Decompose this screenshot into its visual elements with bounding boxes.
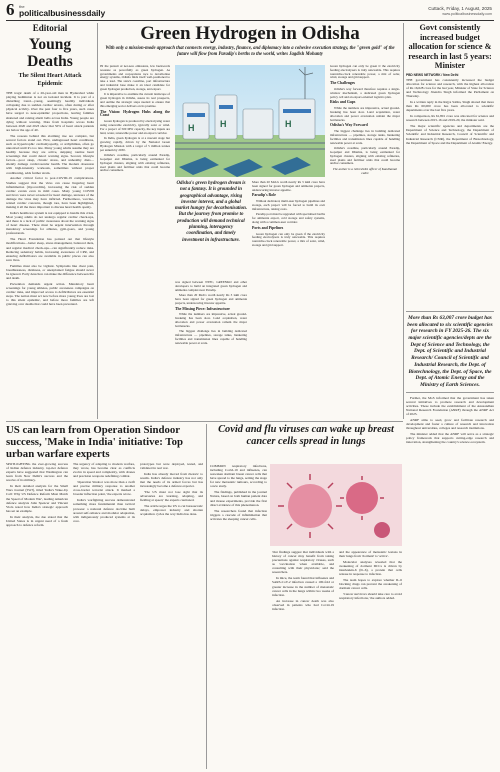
main-paragraph: Without dedicated, multi-user hydrogen pipelines and storage, each project will be forced to build its own infrastructure, raising costs. <box>252 199 325 211</box>
govt-headline: Govt consistently increased budget allocation for science & research in last 5 years: Minister <box>408 23 492 71</box>
main-paragraph: Odisha's coastline, particularly around Paradip, Gopalpur and Dhamra, is being earmarked for hydrogen clusters, aligning with existing refineries, steel plants and fertiliser units that could become anchor consumers. <box>100 153 170 173</box>
govt-dateline: PBD NEWS NETWORK / New Delhi <box>406 72 459 77</box>
covid-paragraph: 'Our findings suggest that individuals with a history of cancer may benefit from taking precautions against respiratory viruses, such as vaccination when available, and consulting with their physicians,' said the researchers. <box>272 550 334 575</box>
hydrogen-plant-image <box>175 65 325 177</box>
main-subhead: Ports and Pipelines <box>252 225 284 230</box>
main-article <box>100 23 400 419</box>
govt-paragraph: THE government has consistently increased the budget allocation for science and research, with the highest allocation of Rs 16,628 crore for the last year, Minister of State for Science and Technology Jitendra Singh informed the Parliament on Thursday. <box>406 77 494 99</box>
main-paragraph: More than 20 MoUs worth nearly Rs 3 lakh crore have been signed for green hydrogen and ammonia projects, underscoring investor appetite. <box>175 293 247 305</box>
covid-col-3 <box>339 550 402 768</box>
us-headline: US can learn from Operation Sindoor success, 'Make in India' initiative: Top urban warfare experts <box>6 424 183 461</box>
govt-sidebar <box>406 23 494 769</box>
main-paragraph: IN the pursuit of net-zero emissions, few buzzwords resonate as powerfully as green hydrogen. As governments and corporations race to decarbonise energy systems, Odisha finds itself well-positioned to take a lead. The state's coastline, port infrastructure and industrial base make it an ideal candidate for green hydrogen production, storage, and export. <box>100 65 170 91</box>
masthead <box>0 0 500 20</box>
main-paragraph: In India, green hydrogen is at a nascent stage but growing rapidly, driven by the National Green Hydrogen Mission with a target of 5 million tonnes per annum by 2030. <box>100 136 170 152</box>
us-paragraph: India has already moved from rhetoric to results. India's defence industry has not only met the needs of its armed forces but has increasingly become a defence exporter. <box>140 471 203 489</box>
svg-text:H: H <box>285 119 292 129</box>
main-subhead: Odisha's Way Forward <box>330 123 368 128</box>
main-paragraph: More than 20 MoUs worth nearly Rs 3 lakh crore have been signed for green hydrogen and ammonia projects, underscoring investor appetite. <box>252 181 325 192</box>
main-col-4 <box>330 65 400 417</box>
covid-paragraph: COMMON respiratory infections, including Covid-19 and influenza, can reawaken dormant breast cancer cells that have spread to the lungs, setting the stage for new metastatic tumours, according to a new study. <box>210 464 267 489</box>
us-paragraph: SPOTLIGHTING the ever-growing success of Indian defence industry, top-tier defence experts have suggested that Washington can learn from New Delhi's success and the resolve of its military. <box>6 462 68 483</box>
main-article-image <box>175 65 325 177</box>
covid-headline: Covid and flu viruses can wake up breast cancer cells spread in lungs <box>218 424 394 447</box>
govt-body <box>406 78 494 308</box>
us-col-1 <box>6 462 68 768</box>
main-subhead: The Challenges <box>330 81 355 86</box>
editorial-paragraph: Another critical factor is post-COVID-19 complications. Studies suggest that the virus can cause lingering heart inflammation (myocarditis), increasing the risk of sudden cardiac events even in mild cases. Many young COVID survivors were never screened for heart damage, unaware of the damage the virus may have inflicted. Furthermore, vaccine-related cardiac concerns, though rare, have been highlighted, making it all the more important to discuss heart health openly. <box>6 176 94 210</box>
lower-section-rule <box>6 421 403 422</box>
us-paragraph: 'The US must not lose sight that its adversaries are learning, adapting, and fielding at speed,' the experts cautioned. <box>140 490 203 503</box>
govt-paragraph: The minister added that the ANRF will serve as a strategic policy framework that supports cutting-edge research and innovation, strengthening the country's science ecosystem. <box>406 432 494 445</box>
paper-name: politicalbusinessdaily <box>19 8 106 18</box>
author-note: The author is a retired IAS officer of Kandhamal cadre <box>332 167 398 175</box>
us-paragraph: In their detailed analysis for the Small Wars Journal (SWJ), titled 'India's Wake-Up Call: Why US Defence Reform Must Match the Speed of Modern War', leading American defence analysts John Spencer and Vincent Viola noted how India's strategic approach has set an example. <box>6 484 68 513</box>
main-paragraph: While the numbers are impressive, actual ground-breaking has been slow. Land acquisition, water allocation and power evacuation remain the major bottlenecks. <box>330 106 400 122</box>
editorial-title: Young Deaths <box>27 36 73 70</box>
us-paragraph: The urgency of adapting to modern warfare, they wrote, has become clear as conflicts evolve in speed and complexity, with drones and precision weapons redefining combat. <box>73 462 135 479</box>
covid-paragraph: and the appearance of metastatic lesions in their lungs from 'dormant' to 'active'. <box>339 550 402 559</box>
govt-paragraph: In a written reply in the Rajya Sabha, Singh shared that more than Rs 60,000 crore has been allocated to scientific departments over the last five years. <box>406 100 494 113</box>
main-paragraph: Paradip port must be upgraded with specialised berths for ammonia export, cold storage and safety systems, along with a common-user corridor. <box>252 212 325 224</box>
virus-illustration <box>270 464 402 546</box>
editorial-paragraph: The reasons behind this alarming rise are complex, but several factors stand out. First, undiagnosed heart conditions, such as hypertrophic cardiomyopathy, or arrhythmias, often go unnoticed until it's too late. Many young adults assume they are healthy because they are active, skipping routine heart screenings that could detect warning signs. Second, lifestyle factors—poor sleep, chronic stress, and unhealthy diets—silently damage cardiovascular health. The modern obsession with high-intensity workouts, sometimes without proper conditioning, adds further strain. <box>6 133 94 175</box>
main-subhead: Paradip's Role <box>252 193 276 198</box>
covid-paragraph: Molecular analyses revealed that the awakening of dormant DCCs is driven by interleukin-6 (IL-6), a protein that cells release in response to infection. <box>339 559 402 577</box>
editorial-body <box>6 91 94 441</box>
covid-col-2 <box>272 550 334 768</box>
pullquote-text: Odisha's green hydrogen dream is not a fantasy. It is grounded in geographical advantage, rising investor interest, and a global market hungry for decarbonisation. But the journey from promise to production will demand technical planning, interagency coordination, and timely investment in infrastructure. <box>175 181 248 243</box>
sidebar-divider <box>403 23 404 419</box>
us-paragraph: In their analysis, the duo stated that the United States is in urgent need of a fresh approach to defence reform. <box>6 514 68 527</box>
govt-body-2 <box>406 396 494 611</box>
location-date: Cuttack, Friday, 1 August, 2025 <box>428 6 492 11</box>
editorial-subtitle: The Silent Heart Attack Epidemic <box>18 72 82 87</box>
govt-paragraph: The major scientific agencies and departments are the Department of Science and Technology, the Department of Scientific and Industrial Research, Council of Scientific and Industrial Research (CSIR), the Department of Biotechnology, the Department of Space and the Department of Atomic Energy. <box>406 124 494 145</box>
main-headline: Green Hydrogen in Odisha <box>140 23 360 44</box>
main-col-3 <box>175 281 247 417</box>
main-paragraph: Green hydrogen can only be green if the electricity feeding electrolysers is truly renewable. This requires round-the-clock renewable power, a mix of solar, wind, storage and grid support. <box>330 65 400 80</box>
masthead-logo <box>19 5 105 18</box>
us-col-2 <box>73 462 135 768</box>
covid-paragraph: An increase in cancer death was also observed in patients who had Covid-19 infection. <box>272 598 334 611</box>
govt-highlight: More than Rs 63,007 crore budget has been allocated to six scientific agencies for research in FY 2025-26. The six major scientific agencies/depts are the Dept of Science and Technology, the Dept. of Scientific and Industrial Research/ Council of Scientific and Industrial Research, the Dept. of Biotechnology, the Dept. of Space, the Dept. of Atomic Energy and the Ministry of Earth Sciences. <box>406 311 494 393</box>
main-paragraph: Green hydrogen is produced by electrolysing water using renewable electricity, typically solar or wind. For a project of 500 MW capacity, the key inputs are land, water, renewable power and an export corridor. <box>100 119 170 135</box>
main-paragraph: Odisha's coastline, particularly around Paradip, Gopalpur and Dhamra, is being earmarked for hydrogen clusters, aligning with existing refineries, steel plants and fertiliser units that could become anchor consumers. <box>330 146 400 166</box>
editorial-paragraph: Families must also be vigilant. Symptoms like chest pain, breathlessness, dizziness, or unexplained fatigue should never be ignored. Early detection can make the difference between life and death. <box>6 263 94 281</box>
us-paragraph: India's warfighting success demonstrated something more fundamental than tactical prowess: a national defence doctrine built around self-reliance and modular adaptation, with indigenously produced systems at its core. <box>73 498 135 523</box>
main-paragraph: The biggest challenge lies in building dedicated infrastructure — pipelines, storage tanks, bunkering facilities and transmission lines capable of handling renewable power at scale. <box>330 129 400 145</box>
editorial-paragraph: The Heart Foundation has pointed out that lifestyle modifications—better sleep, stress management, balanced diets, and regular medical check-ups—can significantly reduce risks. Reducing sedentary habits, increasing awareness of CPR, and ensuring defibrillators are available in public places can also save lives. <box>6 237 94 262</box>
svg-text:H: H <box>188 123 195 133</box>
main-deck: With only a mission-mode approach that connects energy, industry, finance, and diplomacy into a cohesive execution strategy, the "green gold" of the future will flow from Paradip's berths to the world, writes Jagdish Mohanty <box>105 46 395 57</box>
covid-paragraph: In mice, the team found that influenza and SARS-CoV-2 infection caused a 100-fold or greater increase in the number of metastatic cancer cells in the lungs within two weeks of infection. <box>272 576 334 597</box>
main-paragraph: The biggest challenge lies in building dedicated infrastructure — pipelines, storage tanks, bunkering facilities and transmission lines capable of handling renewable power at scale. <box>175 329 247 345</box>
website: www.politicalbusinessdaily.com <box>442 12 492 16</box>
main-paragraph: Odisha's way forward therefore requires a single-window mechanism, a dedicated green hydrogen policy cell and an export-oriented logistics plan. <box>330 86 400 99</box>
lower-divider <box>206 424 207 769</box>
main-paragraph: was signed between NTPC, GREENKO and other developers to build an integrated green hydrogen and ammonia complex near Paradip. <box>175 281 247 292</box>
govt-paragraph: In comparison, Rs 61,801 crore was allocated for science and research between 2015-16 and 2019-20, the minister said. <box>406 114 494 123</box>
main-col-1 <box>100 65 170 417</box>
paper-name-top: the <box>19 4 25 9</box>
editorial <box>6 23 94 419</box>
covid-paragraph: The team hopes to explore whether IL-6 blocking drugs can prevent the awakening of dormant cancer cells. <box>339 578 402 591</box>
masthead-rule <box>6 20 494 21</box>
editorial-divider <box>97 23 98 419</box>
main-subhead: Risks and Gaps <box>330 100 356 105</box>
page-number: 6 <box>6 0 15 19</box>
us-paragraph: prototypes but were deployed, tested, and validated in real war. <box>140 462 203 471</box>
covid-paragraph: 'Cancer survivors should take care to avoid respiratory infections,' the authors added. <box>339 592 402 601</box>
govt-paragraph: Further, the MoS informed that the government has taken several initiatives to promote research and development activities. These include the establishment of the Anusandhan National Research Foundation (ANRF) through the ANRF Act of 2023. <box>406 395 494 417</box>
svg-text:H: H <box>220 119 227 129</box>
govt-paragraph: ANRF aims to seed, grow and facilitate research and development and foster a culture of research and innovation throughout universities, colleges and research institutions. <box>406 417 494 431</box>
main-paragraph: It is imperative to examine the current landscape of green hydrogen in Odisha, assess its real prospects, and outline the strategic steps needed to ensure that this emerging sector delivers on its promise. <box>100 92 170 108</box>
editorial-section-label: Editorial <box>32 23 68 33</box>
editorial-paragraph: Prevention demands urgent action. Mandatory heart screenings for young athletes, public awareness campaigns on cardiac risks, and improved access to defibrillators are essential steps. The nation must act now before more young lives are lost to this silent epidemic, and before more families are left grieving over deaths that could have been prevented. <box>6 281 94 307</box>
main-subhead: The Vision: Hydrogen Hubs along the Coast <box>100 109 170 118</box>
editorial-paragraph: India's healthcare system is not equipped to handle this crisis. Most young adults do not undergo regular cardiac check-ups, and there is a lack of public awareness about the warning signs of heart disease. There must be urgent intervention through mandatory screenings for athletes, gym-goers, and young professionals. <box>6 211 94 236</box>
main-col-2 <box>252 181 325 417</box>
us-article <box>6 424 203 769</box>
us-col-3 <box>140 462 203 768</box>
main-pullquote <box>175 181 247 277</box>
editorial-paragraph: THE tragic death of a 26-year-old man in Hyderabad while playing badminton is not an isolated incident. It is part of a disturbing trend—young, seemingly healthy individuals collapsing due to sudden cardiac arrests, often during or after physical activity. Over the past four to five years, such cases have surged to near-epidemic proportions, leaving families shattered and raising alarm bells across India. Young people are dying without warning. Data from hospitals across India between 2020 and 2023 show that 50% of heart attack patients are below the age of 40. <box>6 91 94 132</box>
covid-col-1 <box>210 464 267 768</box>
covid-paragraph: The researchers found that infection triggers a cascade of inflammation that activates the sleeping cancer cells. <box>210 508 267 521</box>
main-paragraph: While the numbers are impressive, actual ground-breaking has been slow. Land acquisition, water allocation and power evacuation remain the major bottlenecks. <box>175 312 247 328</box>
main-subhead: The Missing Piece: Infrastructure <box>175 306 230 311</box>
main-paragraph: Green hydrogen can only be green if the electricity feeding electrolysers is truly renewable. This requires round-the-clock renewable power, a mix of solar, wind, storage and grid support. <box>252 231 325 247</box>
covid-article <box>210 424 402 769</box>
covid-paragraph: The findings, published in the journal Nature, based on both human patient data and mouse experiments, provide the first direct evidence of this phenomenon. <box>210 490 267 507</box>
us-paragraph: The article urges the US to cut bureaucratic delays, empower industry and shorten acquisition cycles the way India has done. <box>140 504 203 517</box>
us-paragraph: 'Operation Sindoor was more than a swift and precise military response to another cross-border terrorist attack. It marked a broader inflection point,' the experts wrote. <box>73 480 135 497</box>
covid-image <box>270 464 402 546</box>
